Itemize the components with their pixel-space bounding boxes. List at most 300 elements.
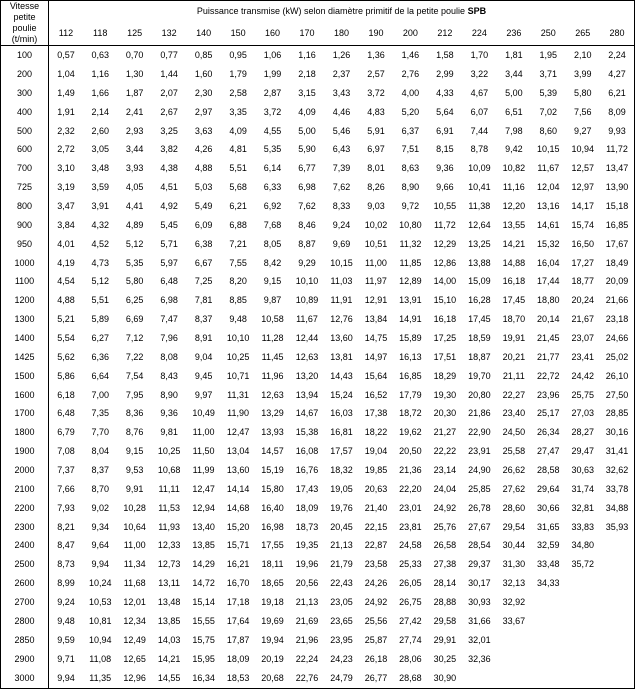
power-value-cell: 7,55 (229, 257, 247, 268)
power-value-cell: 14,21 (502, 238, 526, 249)
table-row (1, 46, 635, 66)
power-value-cell: 33,48 (537, 559, 560, 570)
power-value-cell: 12,97 (571, 182, 595, 193)
power-value-cell: 24,90 (468, 464, 491, 475)
power-value-cell: 7,51 (401, 144, 420, 155)
power-value-cell: 4,01 (57, 238, 75, 249)
power-value-cell (566, 631, 600, 650)
power-value-cell: 13,29 (261, 408, 284, 419)
power-value-cell: 6,43 (332, 144, 351, 155)
power-value-cell: 15,89 (399, 332, 422, 343)
power-value-cell: 9,94 (57, 672, 75, 683)
power-value-cell: 1,26 (332, 50, 351, 60)
power-value-cell: 2,87 (263, 87, 282, 98)
power-value-cell: 18,77 (571, 276, 595, 287)
power-value-cell: 14,67 (295, 408, 319, 419)
power-value-cell: 5,35 (125, 257, 144, 268)
power-value-cell: 16,70 (226, 578, 250, 589)
power-value-cell: 4,92 (160, 200, 178, 211)
power-value-cell: 16,40 (261, 502, 284, 513)
power-value-cell: 23,81 (399, 521, 422, 532)
power-value-cell: 23,41 (571, 351, 595, 362)
power-value-cell (462, 669, 496, 689)
speed-cell: 500 (1, 122, 49, 141)
power-value-cell: 11,67 (537, 163, 560, 174)
power-value-cell: 27,47 (537, 446, 560, 457)
speed-cell: 600 (1, 140, 49, 159)
power-value-cell: 5,68 (229, 182, 247, 193)
power-value-cell: 12,89 (399, 276, 422, 287)
power-value-cell: 7,02 (539, 106, 558, 117)
power-value-cell: 9,59 (57, 634, 75, 645)
power-value-cell: 11,53 (158, 502, 181, 513)
power-value-cell: 12,65 (123, 653, 146, 664)
power-value-cell: 3,25 (160, 125, 178, 136)
power-value-cell (531, 593, 565, 612)
power-value-cell: 22,87 (364, 540, 388, 551)
power-value-cell: 8,21 (57, 521, 75, 532)
power-value-cell: 9,02 (91, 502, 109, 513)
power-value-cell (600, 555, 635, 574)
power-value-cell: 8,60 (539, 125, 558, 136)
power-value-cell: 3,63 (194, 125, 213, 136)
power-value-cell: 32,01 (468, 634, 491, 645)
power-value-cell: 9,81 (160, 427, 178, 438)
speed-cell: 400 (1, 103, 49, 122)
power-value-cell: 6,98 (160, 295, 178, 306)
power-value-cell: 31,66 (468, 615, 491, 626)
power-value-cell: 7,81 (194, 295, 213, 306)
power-value-cell: 8,37 (91, 464, 109, 475)
power-value-cell: 24,42 (571, 370, 595, 381)
power-value-cell: 9,04 (194, 351, 213, 362)
power-value-cell: 10,53 (88, 596, 112, 607)
power-value-cell: 7,93 (57, 502, 75, 513)
power-value-cell: 25,85 (468, 483, 491, 494)
power-value-cell: 9,48 (229, 314, 247, 325)
power-value-cell: 15,20 (226, 521, 250, 532)
power-value-cell: 18,72 (399, 408, 422, 419)
power-value-cell: 23,96 (537, 389, 560, 400)
power-value-cell: 8,91 (194, 332, 213, 343)
power-value-cell: 21,11 (502, 370, 525, 381)
power-value-cell: 2,60 (91, 125, 109, 136)
power-value-cell: 8,87 (298, 238, 316, 249)
table-row (1, 65, 635, 84)
power-value-cell (531, 631, 565, 650)
power-value-cell: 16,85 (605, 219, 629, 230)
power-value-cell: 25,02 (605, 351, 629, 362)
power-value-cell: 5,64 (436, 106, 454, 117)
power-value-cell: 16,85 (399, 370, 422, 381)
power-value-cell: 12,63 (261, 389, 284, 400)
power-value-cell: 7,66 (57, 483, 75, 494)
speed-cell: 950 (1, 235, 49, 254)
power-value-cell: 4,41 (125, 200, 144, 211)
power-value-cell: 7,00 (91, 389, 109, 400)
power-value-cell: 13,40 (192, 521, 215, 532)
table-title (49, 1, 635, 22)
power-value-cell (531, 650, 565, 669)
power-value-cell: 33,83 (571, 521, 595, 532)
power-value-cell (497, 669, 531, 689)
power-value-cell: 4,88 (194, 163, 213, 174)
power-value-cell: 9,34 (91, 521, 109, 532)
power-value-cell: 20,80 (468, 389, 491, 400)
power-value-cell: 17,25 (433, 332, 457, 343)
table-row (1, 574, 635, 593)
power-value-cell: 13,90 (605, 182, 629, 193)
power-value-cell: 10,15 (537, 144, 560, 155)
power-value-cell: 5,12 (91, 276, 109, 287)
diameter-header: 160 (255, 21, 289, 45)
power-value-cell: 11,35 (89, 672, 112, 683)
power-value-cell: 15,64 (364, 370, 388, 381)
power-value-cell: 5,51 (91, 295, 109, 306)
power-value-cell (600, 612, 635, 631)
power-value-cell: 11,50 (192, 446, 215, 457)
power-value-cell: 21,27 (433, 427, 457, 438)
table-row (1, 536, 635, 555)
power-value-cell: 15,38 (295, 427, 319, 438)
power-value-cell: 13,85 (157, 615, 181, 626)
power-value-cell: 32,13 (502, 578, 526, 589)
power-value-cell: 5,86 (57, 370, 75, 381)
power-value-cell: 12,94 (192, 502, 215, 513)
power-value-cell: 10,81 (88, 615, 112, 626)
power-value-cell: 22,20 (399, 483, 422, 494)
power-value-cell: 16,50 (571, 238, 595, 249)
table-row (1, 291, 635, 310)
power-value-cell: 13,94 (295, 389, 319, 400)
power-value-cell: 25,17 (537, 408, 560, 419)
power-value-cell: 10,68 (157, 464, 181, 475)
speed-cell: 2900 (1, 650, 49, 669)
table-row (1, 367, 635, 386)
power-value-cell: 9,71 (57, 653, 75, 664)
power-value-cell: 18,73 (295, 521, 319, 532)
belt-profile-label: SPB (467, 5, 487, 16)
power-value-cell: 27,38 (433, 559, 457, 570)
power-value-cell: 8,01 (367, 163, 385, 174)
power-value-cell: 4,19 (57, 257, 75, 268)
power-value-cell: 25,58 (502, 446, 526, 457)
power-value-cell: 20,14 (537, 314, 560, 325)
power-value-cell: 8,36 (125, 408, 144, 419)
power-value-cell: 24,58 (399, 540, 422, 551)
power-value-cell: 10,28 (123, 502, 146, 513)
power-value-cell: 11,28 (261, 332, 284, 343)
diameter-header: 125 (117, 21, 151, 45)
power-value-cell: 3,71 (539, 68, 558, 79)
power-value-cell: 32,36 (468, 653, 491, 664)
power-value-cell (600, 593, 635, 612)
power-value-cell: 3,72 (367, 87, 385, 98)
power-value-cell: 1,49 (57, 87, 75, 98)
power-value-cell: 4,73 (91, 257, 109, 268)
table-row (1, 348, 635, 367)
power-value-cell: 13,55 (502, 219, 526, 230)
power-value-cell (566, 612, 600, 631)
power-value-cell: 2,93 (125, 125, 144, 136)
power-value-cell: 25,56 (364, 615, 388, 626)
power-value-cell: 4,89 (125, 219, 144, 230)
power-value-cell: 14,88 (502, 257, 526, 268)
power-value-cell: 0,95 (229, 50, 247, 60)
speed-cell: 2500 (1, 555, 49, 574)
power-value-cell: 3,91 (91, 200, 109, 211)
power-value-cell: 16,52 (364, 389, 388, 400)
power-value-cell: 10,41 (468, 182, 491, 193)
power-value-cell: 17,44 (537, 276, 560, 287)
power-value-cell: 22,22 (433, 446, 457, 457)
power-value-cell: 5,00 (505, 87, 523, 98)
power-value-cell: 7,56 (574, 106, 592, 117)
power-value-cell: 24,50 (502, 427, 526, 438)
power-value-cell: 8,09 (608, 106, 626, 117)
power-value-cell: 6,36 (91, 351, 109, 362)
power-value-cell: 2,24 (608, 50, 626, 60)
power-value-cell (497, 631, 531, 650)
power-value-cell: 7,22 (125, 351, 144, 362)
power-value-cell: 7,47 (160, 314, 178, 325)
power-value-cell: 8,26 (367, 182, 385, 193)
speed-cell: 1425 (1, 348, 49, 367)
power-value-cell: 6,98 (298, 182, 316, 193)
power-value-cell: 11,00 (365, 257, 387, 268)
power-value-cell (600, 650, 635, 669)
power-value-cell: 6,64 (91, 370, 109, 381)
power-value-cell: 21,69 (295, 615, 319, 626)
power-value-cell: 16,21 (226, 559, 250, 570)
power-value-cell: 12,04 (537, 182, 560, 193)
power-value-cell: 13,16 (537, 200, 560, 211)
power-value-cell: 8,05 (263, 238, 282, 249)
power-value-cell: 6,77 (298, 163, 316, 174)
power-value-cell: 4,55 (263, 125, 282, 136)
power-value-cell: 9,48 (57, 615, 75, 626)
power-value-cell: 27,42 (399, 615, 422, 626)
power-value-cell: 15,71 (226, 540, 250, 551)
power-value-cell: 35,93 (605, 521, 629, 532)
power-value-cell: 27,67 (468, 521, 491, 532)
power-value-cell: 19,62 (399, 427, 422, 438)
speed-cell: 2850 (1, 631, 49, 650)
power-value-cell: 8,76 (125, 427, 144, 438)
power-value-cell: 21,13 (295, 596, 319, 607)
power-value-cell: 11,91 (330, 295, 353, 306)
power-value-cell: 9,24 (57, 596, 75, 607)
table-row (1, 518, 635, 537)
power-value-cell: 3,82 (160, 144, 178, 155)
power-value-cell: 20,30 (433, 408, 457, 419)
power-value-cell: 1,66 (91, 87, 109, 98)
power-value-cell: 23,07 (571, 332, 595, 343)
power-value-cell: 23,01 (399, 502, 422, 513)
power-value-cell: 11,67 (296, 314, 318, 325)
power-value-cell: 16,13 (399, 351, 422, 362)
power-value-cell: 1,70 (470, 50, 489, 60)
power-value-cell: 10,25 (157, 446, 181, 457)
power-value-cell: 3,72 (263, 106, 282, 117)
power-value-cell: 4,09 (298, 106, 316, 117)
table-row (1, 329, 635, 348)
power-value-cell: 6,67 (194, 257, 213, 268)
power-value-cell: 11,00 (123, 540, 146, 551)
power-value-cell: 15,32 (537, 238, 560, 249)
power-value-cell: 19,70 (468, 370, 491, 381)
speed-cell: 1800 (1, 423, 49, 442)
speed-cell: 1600 (1, 386, 49, 405)
power-value-cell: 10,15 (330, 257, 353, 268)
power-value-cell: 15,18 (605, 200, 629, 211)
power-value-cell: 21,79 (330, 559, 353, 570)
power-value-cell: 17,87 (226, 634, 250, 645)
power-value-cell: 6,48 (57, 408, 75, 419)
power-value-cell: 30,63 (571, 464, 595, 475)
power-value-cell: 10,64 (123, 521, 146, 532)
power-value-cell: 6,33 (263, 182, 282, 193)
power-value-cell: 5,49 (194, 200, 213, 211)
power-value-cell: 26,10 (605, 370, 629, 381)
power-value-cell: 22,90 (468, 427, 491, 438)
power-value-cell: 9,36 (436, 163, 454, 174)
power-value-cell: 4,51 (160, 182, 178, 193)
power-value-cell: 11,93 (158, 521, 181, 532)
power-value-cell: 14,17 (571, 200, 595, 211)
power-value-cell: 11,68 (123, 578, 146, 589)
power-value-cell: 10,55 (433, 200, 457, 211)
power-value-cell: 6,91 (436, 125, 454, 136)
power-value-cell: 2,30 (194, 87, 213, 98)
table-body (1, 46, 635, 689)
power-value-cell: 21,45 (537, 332, 560, 343)
power-value-cell: 23,18 (605, 314, 629, 325)
power-value-cell: 2,58 (229, 87, 247, 98)
power-value-cell: 3,22 (470, 68, 489, 79)
power-value-cell: 28,58 (537, 464, 560, 475)
power-value-cell: 21,77 (537, 351, 560, 362)
power-value-cell: 13,81 (330, 351, 353, 362)
power-value-cell: 5,20 (401, 106, 420, 117)
power-value-cell: 20,63 (364, 483, 388, 494)
power-value-cell: 16,08 (295, 446, 319, 457)
power-value-cell: 10,09 (468, 163, 491, 174)
power-value-cell: 13,85 (192, 540, 215, 551)
power-value-cell: 18,22 (364, 427, 388, 438)
power-value-cell: 7,54 (125, 370, 144, 381)
table-row (1, 404, 635, 423)
power-value-cell: 19,18 (261, 596, 284, 607)
power-value-cell: 19,94 (261, 634, 284, 645)
power-value-cell: 5,62 (57, 351, 75, 362)
power-value-cell: 6,92 (263, 200, 282, 211)
power-value-cell: 18,87 (468, 351, 491, 362)
power-value-cell: 20,56 (295, 578, 319, 589)
power-value-cell: 7,62 (298, 200, 316, 211)
power-value-cell: 18,59 (468, 332, 491, 343)
power-value-cell: 28,14 (433, 578, 457, 589)
power-value-cell: 14,75 (364, 332, 388, 343)
power-value-cell (531, 669, 565, 689)
power-value-cell: 30,93 (468, 596, 491, 607)
power-value-cell: 6,88 (229, 219, 247, 230)
power-value-cell: 3,59 (91, 182, 109, 193)
table-row (1, 669, 635, 689)
power-value-cell: 10,24 (88, 578, 112, 589)
power-value-cell: 18,80 (537, 295, 560, 306)
power-value-cell: 5,21 (57, 314, 75, 325)
power-value-cell: 21,96 (295, 634, 319, 645)
power-value-cell: 5,80 (574, 87, 592, 98)
power-value-cell: 11,03 (330, 276, 353, 287)
power-value-cell: 9,87 (263, 295, 282, 306)
power-value-cell: 11,85 (399, 257, 422, 268)
power-value-cell: 6,18 (57, 389, 75, 400)
power-value-cell: 29,54 (502, 521, 526, 532)
power-value-cell: 5,90 (298, 144, 316, 155)
power-value-cell: 14,43 (330, 370, 353, 381)
power-value-cell: 10,71 (226, 370, 250, 381)
power-value-cell: 7,35 (91, 408, 109, 419)
table-row (1, 103, 635, 122)
power-value-cell: 1,60 (194, 68, 213, 79)
power-value-cell: 5,39 (539, 87, 558, 98)
power-value-cell: 28,27 (571, 427, 595, 438)
power-value-cell: 32,81 (571, 502, 595, 513)
table-row (1, 254, 635, 273)
power-value-cell: 8,20 (229, 276, 247, 287)
power-value-cell: 5,91 (367, 125, 385, 136)
power-value-cell: 6,38 (194, 238, 213, 249)
power-value-cell: 17,27 (571, 257, 595, 268)
diameter-header: 224 (462, 21, 496, 45)
power-value-cell: 11,16 (502, 182, 525, 193)
power-value-cell: 10,25 (226, 351, 250, 362)
power-value-cell: 8,42 (263, 257, 282, 268)
power-value-cell: 3,48 (91, 163, 109, 174)
power-value-cell: 4,54 (57, 276, 75, 287)
table-title-text: Puissance transmise (kW) selon diamètre primitif de la petite poulie (196, 5, 466, 16)
power-value-cell: 24,23 (330, 653, 353, 664)
power-value-cell: 1,06 (263, 50, 282, 60)
power-value-cell: 3,10 (57, 163, 75, 174)
power-value-cell: 5,12 (125, 238, 144, 249)
speed-cell: 1100 (1, 272, 49, 291)
power-value-cell: 28,68 (399, 672, 422, 683)
power-value-cell (531, 612, 565, 631)
power-value-cell: 5,71 (160, 238, 178, 249)
power-value-cell: 7,37 (57, 464, 75, 475)
diameter-header: 150 (221, 21, 255, 45)
power-value-cell: 25,75 (571, 389, 595, 400)
speed-cell: 700 (1, 159, 49, 178)
speed-cell: 2300 (1, 518, 49, 537)
power-value-cell: 16,18 (502, 276, 526, 287)
power-value-cell: 22,27 (502, 389, 526, 400)
diameter-header: 250 (531, 21, 565, 45)
power-value-cell: 4,52 (91, 238, 109, 249)
power-value-cell: 10,58 (261, 314, 284, 325)
power-value-cell: 8,43 (160, 370, 178, 381)
diameter-header: 265 (566, 21, 600, 45)
speed-cell: 1300 (1, 310, 49, 329)
power-value-cell: 7,70 (91, 427, 109, 438)
power-value-cell: 26,78 (468, 502, 491, 513)
power-value-cell: 6,21 (608, 87, 626, 98)
power-value-cell: 11,00 (192, 427, 215, 438)
power-value-cell: 16,98 (261, 521, 284, 532)
